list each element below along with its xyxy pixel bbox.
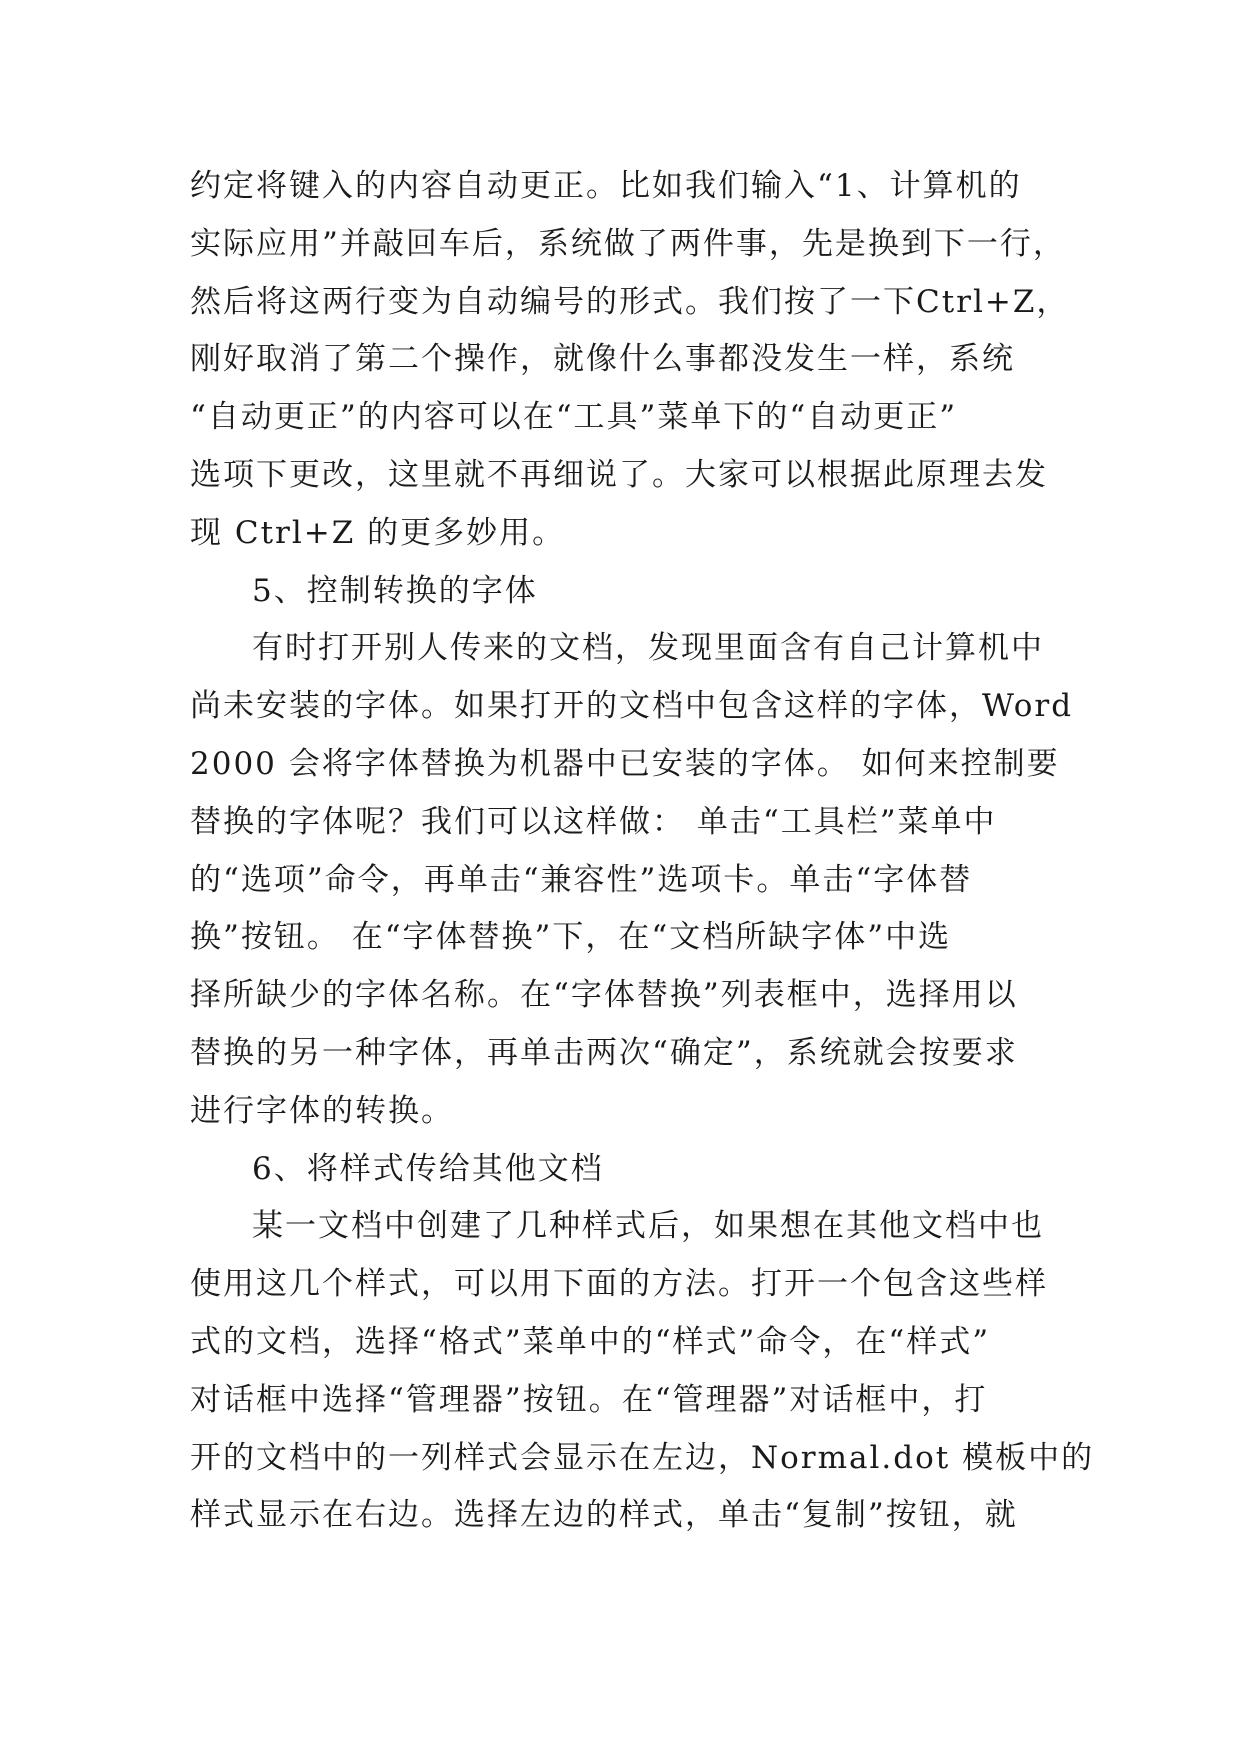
text-line: 约定将键入的内容自动更正。比如我们输入“1、计算机的 [190, 168, 1022, 204]
text-line: 使用这几个样式，可以用下面的方法。打开一个包含这些样 [190, 1266, 1048, 1303]
text-line: 选项下更改，这里就不再细说了。大家可以根据此原理去发 [190, 456, 1048, 493]
text-line: 2000 会将字体替换为机器中已安装的字体。 如何来控制要 [190, 745, 1060, 782]
text-line: 的“选项”命令，再单击“兼容性”选项卡。单击“字体替 [190, 861, 973, 898]
text-line: 样式显示在右边。选择左边的样式，单击“复制”按钮，就 [190, 1497, 1018, 1534]
text-line: 开的文档中的一列样式会显示在左边，Normal.dot 模板中的 [190, 1439, 1095, 1476]
text-line: 替换的字体呢？我们可以这样做： 单击“工具栏”菜单中 [190, 803, 997, 840]
text-line: “自动更正”的内容可以在“工具”菜单下的“自动更正” [190, 399, 958, 436]
text-line: 然后将这两行变为自动编号的形式。我们按了一下Ctrl+Z， [190, 283, 1070, 320]
text-line: 换”按钮。 在“字体替换”下，在“文档所缺字体”中选 [190, 919, 952, 956]
text-line: 现 Ctrl+Z 的更多妙用。 [190, 514, 566, 551]
paragraph-first-line: 6、将样式传给其他文档 [252, 1150, 604, 1187]
text-line: 式的文档，选择“格式”菜单中的“样式”命令，在“样式” [190, 1323, 991, 1360]
text-line: 替换的另一种字体，再单击两次“确定”，系统就会按要求 [190, 1034, 1018, 1071]
text-line: 对话框中选择“管理器”按钮。在“管理器”对话框中，打 [190, 1381, 988, 1418]
text-line: 实际应用”并敲回车后，系统做了两件事，先是换到下一行， [190, 225, 1066, 262]
text-line: 尚未安装的字体。如果打开的文档中包含这样的字体，Word [190, 688, 1074, 725]
text-line: 择所缺少的字体名称。在“字体替换”列表框中，选择用以 [190, 977, 1018, 1014]
paragraph-first-line: 有时打开别人传来的文档，发现里面含有自己计算机中 [252, 630, 1044, 667]
text-line: 刚好取消了第二个操作，就像什么事都没发生一样，系统 [190, 341, 1015, 378]
document-body [190, 158, 1095, 1545]
paragraph-first-line: 某一文档中创建了几种样式后，如果想在其他文档中也 [252, 1208, 1044, 1245]
text-line: 进行字体的转换。 [190, 1092, 454, 1129]
paragraph-first-line: 5、控制转换的字体 [252, 572, 538, 609]
